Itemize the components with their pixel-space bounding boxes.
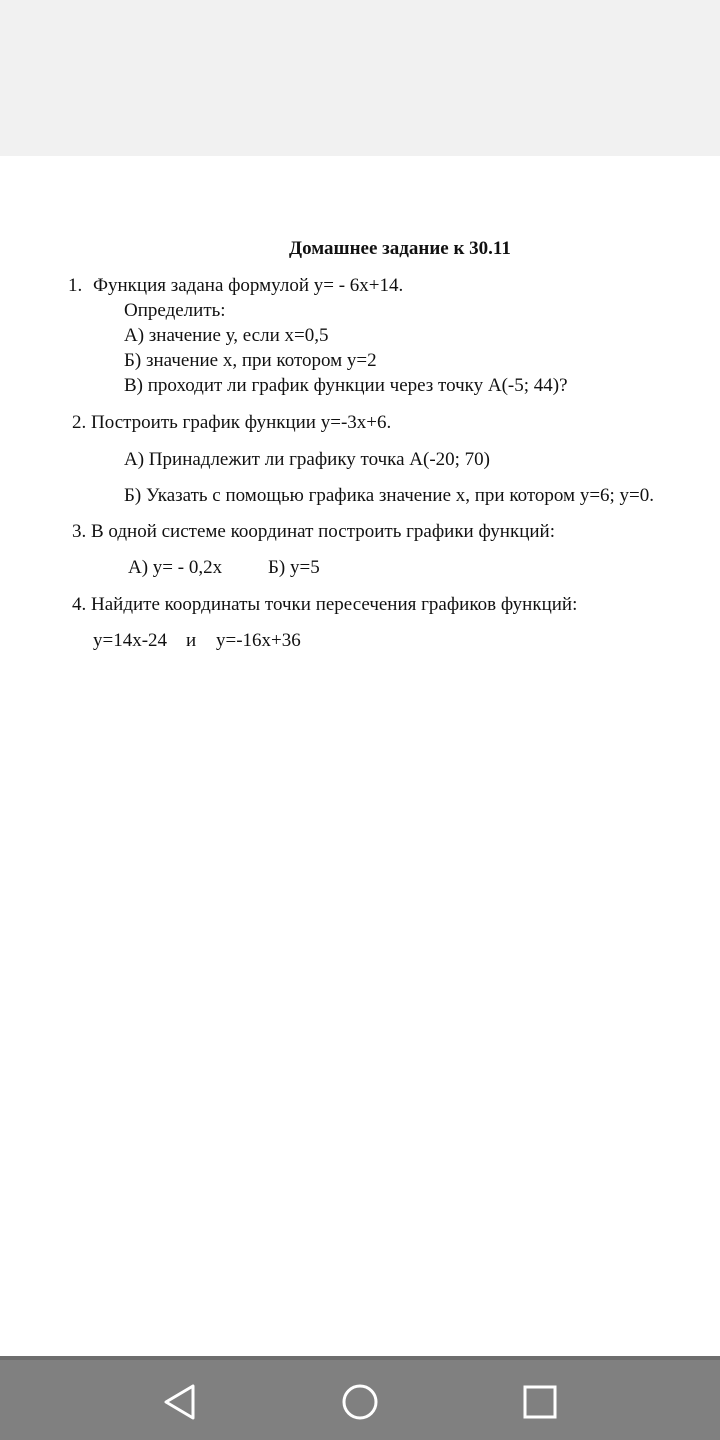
document-title: Домашнее задание к 30.11: [289, 238, 511, 259]
task1-prompt: Определить:: [124, 300, 226, 321]
system-navigation-bar: [0, 1356, 720, 1440]
task1-number: 1.: [68, 275, 83, 296]
recents-button[interactable]: [518, 1380, 562, 1424]
document-page: [0, 156, 720, 1356]
task1-item-c: В) проходит ли график функции через точку А(-5; 44)?: [124, 375, 568, 396]
back-button[interactable]: [158, 1380, 202, 1424]
task4-function-1: у=14х-24: [93, 630, 168, 651]
recents-square-icon: [518, 1380, 562, 1424]
task3-item-b: Б) у=5: [268, 557, 320, 578]
home-circle-icon: [338, 1380, 382, 1424]
task1-text: Функция задана формулой y= - 6x+14.: [93, 275, 404, 296]
home-button[interactable]: [338, 1380, 382, 1424]
task3-item-a: А) у= - 0,2х: [128, 557, 223, 578]
task3-text: 3. В одной системе координат построить графики функций:: [72, 521, 555, 542]
task2-text: 2. Построить график функции у=-3х+6.: [72, 412, 392, 433]
task1-item-b: Б) значение х, при котором у=2: [124, 350, 377, 371]
top-blank-area: [0, 0, 720, 156]
back-triangle-icon: [158, 1380, 202, 1424]
task4-text: 4. Найдите координаты точки пересечения графиков функций:: [72, 594, 578, 615]
task4-function-2: у=-16х+36: [216, 630, 301, 651]
task1-item-a: А) значение у, если х=0,5: [124, 325, 329, 346]
task4-conjunction: и: [186, 630, 197, 651]
task2-item-a: А) Принадлежит ли графику точка А(-20; 70): [124, 449, 491, 470]
task2-item-b: Б) Указать с помощью графика значение х, при котором у=6; у=0.: [124, 485, 655, 506]
